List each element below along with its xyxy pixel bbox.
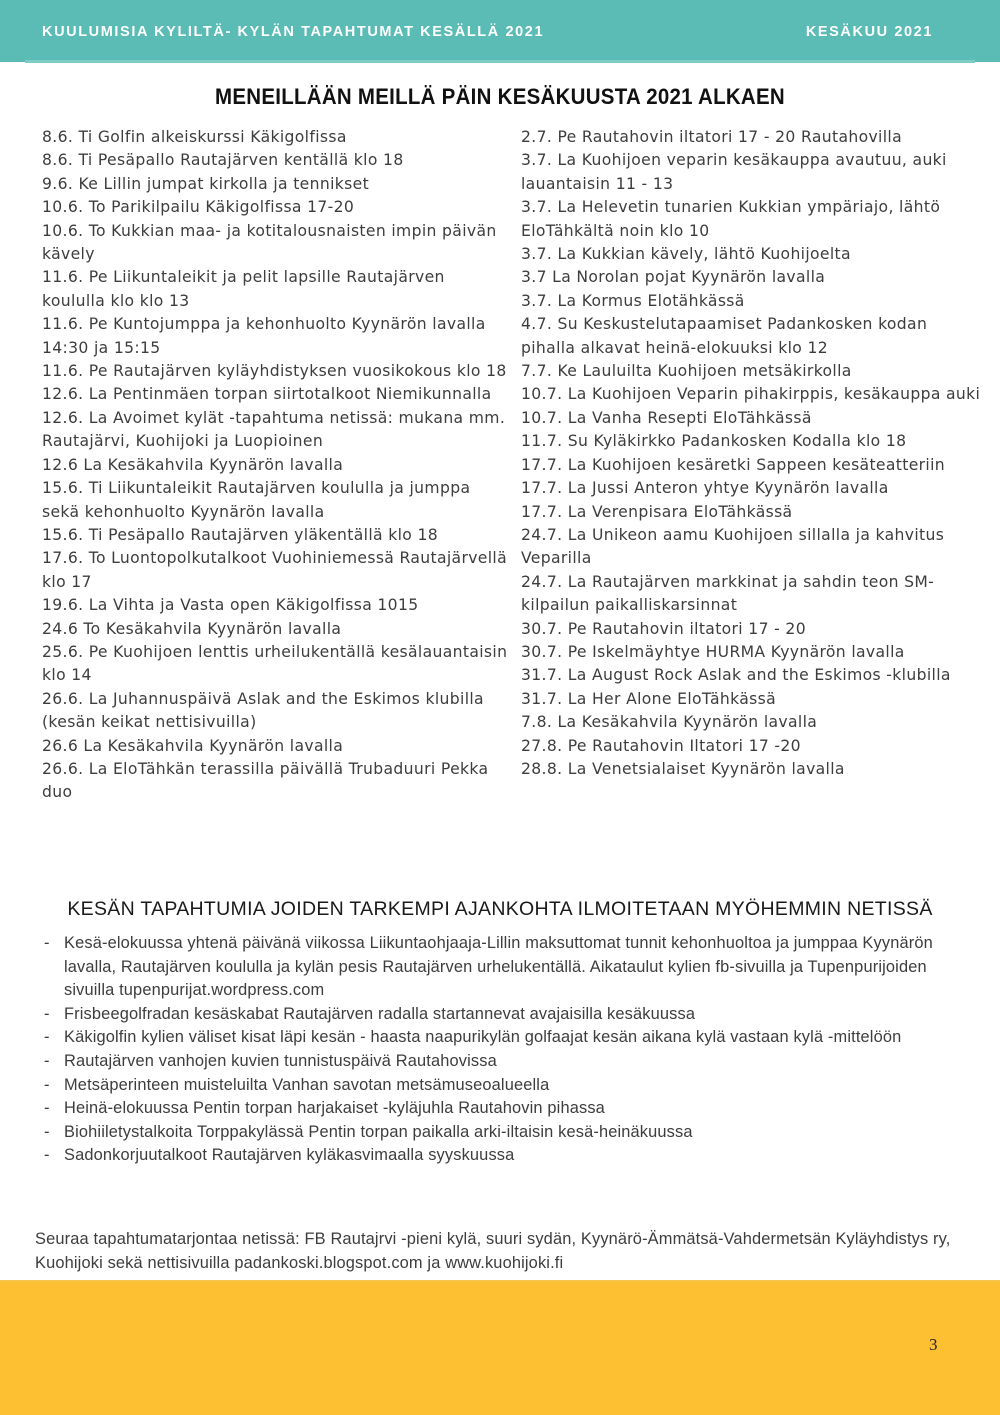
later-event-item	[44, 1074, 974, 1098]
event-item: 3.7. La Helevetin tunarien Kukkian ympäriajo, lähtö EloTähkältä noin klo 10	[521, 198, 941, 240]
event-item: 17.6. To Luontopolkutalkoot Vuohiniemessä Rautajärvellä klo 17	[42, 549, 508, 591]
header-date: KESÄKUU 2021	[805, 24, 933, 40]
event-item: 26.6 La Kesäkahvila Kyynärön lavalla	[42, 736, 344, 755]
later-event-text: Metsäperinteen muisteluilta Vanhan savotan metsämuseoalueella	[64, 1075, 550, 1094]
event-item: 11.6. Pe Rautajärven kyläyhdistyksen vuosikokous klo 18	[42, 362, 507, 381]
event-item: 10.6. To Kukkian maa- ja kotitalousnaisten impin päivän kävely	[42, 221, 497, 264]
event-item: 3.7 La Norolan pojat Kyynärön lavalla	[521, 268, 826, 287]
page-title: MENEILLÄÄN MEILLÄ PÄIN KESÄKUUSTA 2021 ALKAEN	[215, 84, 785, 109]
event-item: 12.6 La Kesäkahvila Kyynärön lavalla	[42, 455, 344, 474]
later-event-item	[44, 1026, 974, 1050]
event-item: 10.6. To Parikilpailu Käkigolfissa 17-20	[42, 198, 355, 217]
event-item: 3.7. La Kukkian kävely, lähtö Kuohijoelta	[521, 245, 851, 264]
event-item: 24.7. La Unikeon aamu Kuohijoen sillalla ja kahvitus Veparilla	[521, 525, 945, 568]
later-event-text: Käkigolfin kylien väliset kisat läpi kesän - haasta naapurikylän golfaajat kesän aikana kylä vastaan kylä -mittelöön	[64, 1028, 902, 1047]
event-item: 17.7. La Verenpisara EloTähkässä	[521, 502, 793, 521]
footer-divider	[0, 1280, 1000, 1282]
event-item: 24.7. La Rautajärven markkinat ja sahdin teon SM-kilpailun paikalliskarsinnat	[521, 572, 935, 615]
bullet-dash: -	[44, 1028, 50, 1047]
events-column-right	[521, 126, 981, 781]
later-event-item	[44, 1050, 974, 1074]
event-item: 30.7. Pe Iskelmäyhtye HURMA Kyynärön lavalla	[521, 642, 905, 661]
event-item: 8.6. Ti Pesäpallo Rautajärven kentällä klo 18	[42, 151, 404, 170]
event-item: 11.6. Pe Kuntojumppa ja kehonhuolto Kyynärön lavalla 14:30 ja 15:15	[42, 315, 486, 357]
header-divider	[25, 60, 975, 63]
later-events-heading: KESÄN TAPAHTUMIA JOIDEN TARKEMPI AJANKOHTA ILMOITETAAN MYÖHEMMIN NETISSÄ	[67, 898, 933, 920]
bullet-dash: -	[44, 1146, 50, 1165]
events-column-left	[42, 126, 512, 805]
event-item: 9.6. Ke Lillin jumpat kirkolla ja tennikset	[42, 174, 370, 193]
event-item: 3.7. La Kormus Elotähkässä	[521, 291, 745, 310]
event-item: 28.8. La Venetsialaiset Kyynärön lavalla	[521, 759, 845, 778]
event-item: 10.7. La Vanha Resepti EloTähkässä	[521, 408, 812, 427]
event-item: 3.7. La Kuohijoen veparin kesäkauppa avautuu, auki lauantaisin 11 - 13	[521, 151, 947, 193]
later-event-item	[44, 932, 974, 1003]
event-item: 26.6. La Juhannuspäivä Aslak and the Eskimos klubilla (kesän keikat nettisivuilla)	[42, 689, 484, 732]
bullet-dash: -	[44, 1122, 50, 1141]
later-event-text: Sadonkorjuutalkoot Rautajärven kyläkasvimaalla syyskuussa	[64, 1146, 515, 1165]
event-item: 27.8. Pe Rautahovin Iltatori 17 -20	[521, 736, 801, 755]
later-event-item	[44, 1144, 974, 1168]
event-item: 17.7. La Kuohijoen kesäretki Sappeen kesäteatteriin	[521, 455, 945, 474]
event-item: 31.7. La August Rock Aslak and the Eskimos -klubilla	[521, 666, 951, 685]
bullet-dash: -	[44, 1051, 50, 1070]
header-title: KUULUMISIA KYLILTÄ- KYLÄN TAPAHTUMAT KESÄLLÄ 2021	[42, 24, 545, 40]
later-event-text: Kesä-elokuussa yhtenä päivänä viikossa Liikuntaohjaaja-Lillin maksuttomat tunnit kehonhuoltoa ja jumppaa Kyynärön lavalla, Rautajärven koululla ja kylän pesis Rautajärven urhelukentällä. Aikataulut kylien fb-sivuilla ja Tupenpurijoiden sivuilla tupenpurijat.wordpress.com	[64, 934, 933, 1000]
event-item: 25.6. Pe Kuohijoen lenttis urheilukentällä kesälauantaisin klo 14	[42, 642, 508, 685]
follow-info-text: Seuraa tapahtumatarjontaa netissä: FB Rautajrvi -pieni kylä, suuri sydän, Kyynärö-Ämmätsä-Vahdermetsän Kyläyhdistys ry, Kuohijoki sekä nettisivuilla padankoski.blogspot.com ja www.kuohijoki.fi	[35, 1230, 951, 1272]
later-event-text: Heinä-elokuussa Pentin torpan harjakaiset -kyläjuhla Rautahovin pihassa	[64, 1099, 605, 1118]
later-event-text: Biohiiletystalkoita Torppakylässä Pentin torpan paikalla arki-iltaisin kesä-heinäkuussa	[64, 1122, 693, 1141]
later-event-text: Rautajärven vanhojen kuvien tunnistuspäivä Rautahovissa	[64, 1051, 497, 1070]
event-item: 12.6. La Pentinmäen torpan siirtotalkoot Niemikunnalla	[42, 385, 492, 404]
event-item: 17.7. La Jussi Anteron yhtye Kyynärön lavalla	[521, 479, 889, 498]
later-event-text: Frisbeegolfradan kesäskabat Rautajärven radalla startannevat avajaisilla kesäkuussa	[64, 1004, 696, 1023]
later-event-item	[44, 1121, 974, 1145]
later-events-list	[44, 932, 974, 1168]
bullet-dash: -	[44, 934, 50, 952]
event-item: 10.7. La Kuohijoen Veparin pihakirppis, kesäkauppa auki	[521, 385, 981, 404]
event-item: 26.6. La EloTähkän terassilla päivällä Trubaduuri Pekka duo	[42, 759, 489, 802]
later-event-item	[44, 1097, 974, 1121]
event-item: 11.6. Pe Liikuntaleikit ja pelit lapsille Rautajärven koululla klo klo 13	[42, 268, 445, 310]
page-number: 3	[929, 1335, 938, 1354]
event-item: 7.8. La Kesäkahvila Kyynärön lavalla	[521, 713, 818, 732]
bullet-dash: -	[44, 1099, 50, 1118]
event-item: 8.6. Ti Golfin alkeiskurssi Käkigolfissa	[42, 128, 347, 146]
event-item: 15.6. Ti Liikuntaleikit Rautajärven koululla ja jumppa sekä kehonhuolto Kyynärön lavalla	[42, 479, 471, 521]
event-item: 30.7. Pe Rautahovin iltatori 17 - 20	[521, 619, 806, 638]
event-item: 24.6 To Kesäkahvila Kyynärön lavalla	[42, 619, 342, 638]
event-item: 31.7. La Her Alone EloTähkässä	[521, 689, 776, 708]
event-item: 15.6. Ti Pesäpallo Rautajärven yläkentällä klo 18	[42, 525, 439, 544]
event-item: 11.7. Su Kyläkirkko Padankosken Kodalla klo 18	[521, 432, 907, 451]
event-item: 4.7. Su Keskustelutapaamiset Padankosken kodan pihalla alkavat heinä-elokuuksi klo 12	[521, 315, 928, 357]
footer-bar	[0, 1280, 1000, 1415]
event-item: 2.7. Pe Rautahovin iltatori 17 - 20 Rautahovilla	[521, 128, 903, 146]
event-item: 12.6. La Avoimet kylät -tapahtuma netissä: mukana mm. Rautajärvi, Kuohijoki ja Luopioinen	[42, 408, 506, 451]
event-item: 7.7. Ke Lauluilta Kuohijoen metsäkirkolla	[521, 362, 852, 381]
event-item: 19.6. La Vihta ja Vasta open Käkigolfissa 1015	[42, 596, 419, 615]
bullet-dash: -	[44, 1075, 50, 1094]
bullet-dash: -	[44, 1004, 50, 1023]
later-event-item	[44, 1003, 974, 1027]
